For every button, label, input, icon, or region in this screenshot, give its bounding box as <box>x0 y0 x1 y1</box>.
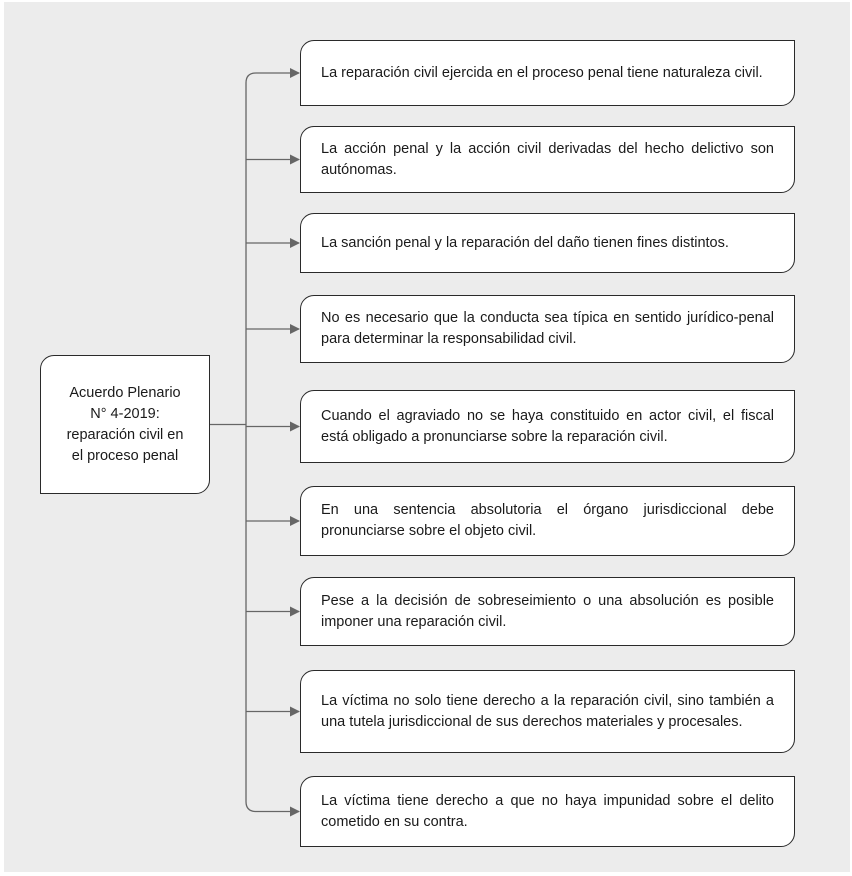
principle-text-2: La acción penal y la acción civil derivadas del hecho delictivo son autónomas. <box>321 140 774 178</box>
root-line-3: reparación civil en <box>66 426 184 443</box>
principle-box-5 <box>300 390 795 463</box>
principle-box-8 <box>300 670 795 753</box>
principle-box-6 <box>300 486 795 556</box>
principle-text-6: En una sentencia absolutoria el órgano jurisdiccional debe pronunciarse sobre el objeto civil. <box>321 502 774 539</box>
principle-text-1: La reparación civil ejercida en el proceso penal tiene naturaleza civil. <box>321 64 763 81</box>
principle-text-9: La víctima tiene derecho a que no haya impunidad sobre el delito cometido en su contra. <box>321 792 774 830</box>
principle-text-7: Pese a la decisión de sobreseimiento o una absolución es posible imponer una reparación civil. <box>321 592 774 630</box>
root-line-2: N° 4-2019: <box>90 405 160 422</box>
principle-box-4 <box>300 295 795 363</box>
principle-box-9 <box>300 776 795 847</box>
principle-box-2 <box>300 126 795 193</box>
root-line-4: el proceso penal <box>71 447 179 464</box>
principle-box-3 <box>300 213 795 273</box>
principle-text-5: Cuando el agraviado no se haya constituido en actor civil, el fiscal está obligado a pronunciarse sobre la reparación civil. <box>321 407 774 445</box>
connector-trunk <box>246 73 256 812</box>
principle-text-8: La víctima no solo tiene derecho a la reparación civil, sino también a una tutela jurisdiccional de sus derechos materiales y procesales. <box>321 692 774 730</box>
root-line-1: Acuerdo Plenario <box>69 384 181 401</box>
principle-box-1 <box>300 40 795 106</box>
principle-text-3: La sanción penal y la reparación del daño tienen fines distintos. <box>321 234 729 251</box>
root-node-acuerdo-plenario <box>40 355 210 494</box>
principle-box-7 <box>300 577 795 646</box>
principle-text-4: No es necesario que la conducta sea típica en sentido jurídico-penal para determinar la responsabilidad civil. <box>321 310 774 347</box>
